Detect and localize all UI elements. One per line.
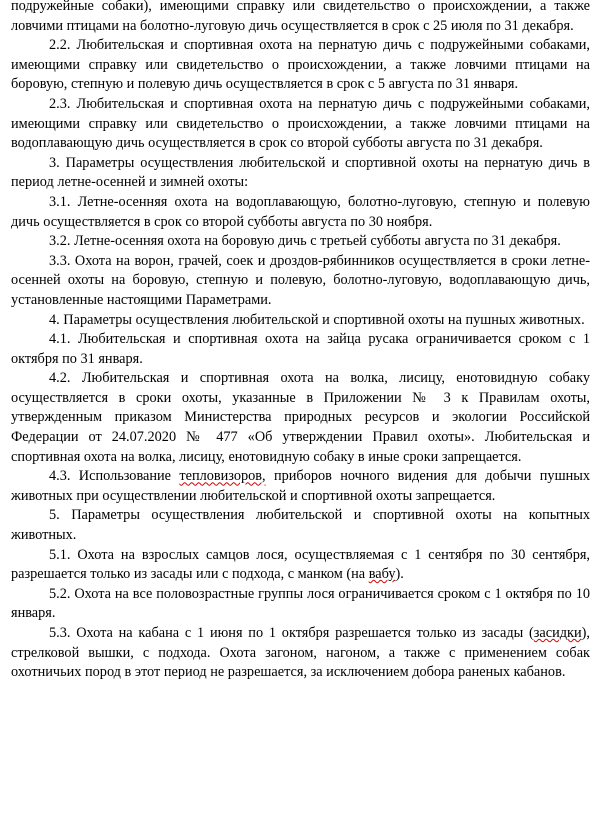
paragraph-3-2 — [11, 232, 590, 252]
paragraph-text: ), стрелковой вышки, с подхода. Охота загоном, нагоном, а также с применением собак охотничьих пород в этот период не разрешается, за исключением добора раненых кабанов. — [11, 625, 590, 681]
paragraph-text: 4.2. Любительская и спортивная охота на волка, лисицу, енотовидную собаку осуществляется в сроки охоты, указанные в Приложении № 3 к Правилам охоты, утвержденным приказом Министерства природных ресурсов и экологии Российской Федерации от 24.07.2020 № 477 «Об утверждении Правил охоты». Любительская и спортивная охота на волка, лисицу, енотовидную собаку в иные сроки запрещается. — [11, 370, 590, 465]
paragraph-text: 4.3. Использование — [49, 468, 180, 485]
paragraph-3-heading — [11, 154, 590, 193]
paragraph-text: ). — [395, 566, 404, 583]
paragraph-text: 2.2. Любительская и спортивная охота на пернатую дичь с подружейными собаками, имеющими справку или свидетельство о происхождении, а также ловчими птицами на боровую, степную и полевую дичь осуществляется в срок с 5 августа по 31 января. — [11, 37, 590, 93]
paragraph-text: 5.3. Охота на кабана с 1 июня по 1 октября разрешается только из засады ( — [49, 625, 534, 641]
paragraph-text: 5.1. Охота на взрослых самцов лося, осуществляемая с 1 сентября по 30 сентября, разрешается только из засады или с подхода, с манком (на — [11, 546, 590, 583]
paragraph-3-1 — [11, 193, 590, 232]
paragraph-4-heading — [11, 311, 590, 331]
paragraph-text: приборов ночного видения для добычи пушных животных при осуществлении любительской и спортивной охоты запрещается. — [11, 468, 590, 504]
paragraph-text: подружейные собаки), имеющими справку или свидетельство о происхождении, а также ловчими птицами на болотно-луговую дичь осуществляется в срок с 25 июля по 31 декабря. — [11, 0, 590, 34]
paragraph-text: 5. Параметры осуществления любительской и спортивной охоты на копытных животных. — [11, 507, 590, 544]
paragraph-4-1 — [11, 330, 590, 369]
paragraph-text: 3.3. Охота на ворон, грачей, соек и дроздов-рябинников осуществляется в сроки летне-осенней охоты на боровую, степную и полевую, болотно-луговую, водоплавающую дичь, установленные настоящими Параметрами. — [11, 252, 590, 308]
paragraph-4-2 — [11, 369, 590, 467]
paragraph-text: 3.1. Летне-осенняя охота на водоплавающую, болотно-луговую, степную и полевую дичь осуществляется в срок со второй субботы августа по 30 ноября. — [11, 193, 590, 230]
paragraph-4-3 — [11, 467, 590, 506]
paragraph-5-heading — [11, 506, 590, 545]
paragraph-2-2 — [11, 36, 590, 95]
paragraph-5-2 — [11, 585, 590, 624]
paragraph-5-1 — [11, 546, 590, 585]
paragraph-text: 5.2. Охота на все половозрастные группы лося ограничивается сроком с 1 октября по 10 января. — [11, 585, 590, 622]
spellcheck-flagged-word[interactable]: тепловизоров, — [179, 468, 266, 485]
paragraph-5-3 — [11, 624, 590, 683]
paragraph-text: 3. Параметры осуществления любительской и спортивной охоты на пернатую дичь в период летне-осенней и зимней охоты: — [11, 154, 590, 191]
paragraph-2-3 — [11, 95, 590, 154]
paragraph-text: 2.3. Любительская и спортивная охота на пернатую дичь с подружейными собаками, имеющими справку или свидетельство о происхождении, а также ловчими птицами на водоплавающую дичь осуществляется в срок со второй субботы августа по 31 декабря. — [11, 95, 590, 152]
paragraph-text: 3.2. Летне-осенняя охота на боровую дичь с третьей субботы августа по 31 декабря. — [49, 233, 561, 250]
paragraph-3-3 — [11, 252, 590, 311]
paragraph-text: 4.1. Любительская и спортивная охота на зайца русака ограничивается сроком с 1 октября по 31 января. — [11, 331, 590, 367]
paragraph-2-1-continuation — [11, 0, 590, 36]
spellcheck-flagged-word[interactable]: засидки — [533, 625, 582, 641]
paragraph-text: 4. Параметры осуществления любительской и спортивной охоты на пушных животных. — [49, 311, 585, 328]
spellcheck-flagged-word[interactable]: вабу — [368, 566, 396, 583]
